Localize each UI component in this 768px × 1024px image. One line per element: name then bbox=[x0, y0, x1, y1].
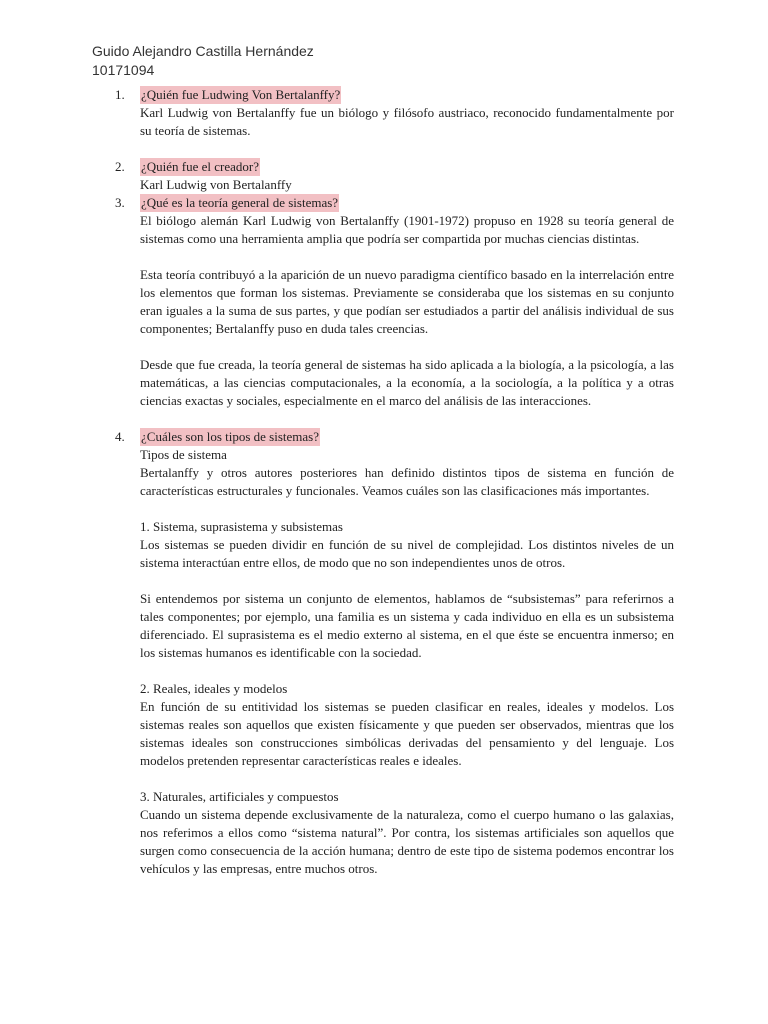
question-4 bbox=[115, 428, 674, 446]
author-name: Guido Alejandro Castilla Hernández bbox=[92, 43, 314, 59]
document-body bbox=[115, 86, 674, 878]
answer-4 bbox=[140, 446, 674, 878]
answer-paragraph: Cuando un sistema depende exclusivamente de la naturaleza, como el cuerpo humano o las galaxias, nos referimos a ellos como “sistema natural”. Por contra, los sistemas artificiales son aquellos que surgen como consecuencia de la acción humana; dentro de este tipo de sistema podemos encontrar los vehículos y las empresas, entre muchos otros. bbox=[140, 807, 674, 876]
answer-paragraph: Esta teoría contribuyó a la aparición de un nuevo paradigma científico basado en la interrelación entre los elementos que forman los sistemas. Previamente se consideraba que los sistemas en su conjunto eran iguales a la suma de sus partes, y que podían ser estudiados a partir del análisis individual de sus componentes; Bertalanffy puso en duda tales creencias. bbox=[140, 267, 674, 336]
answer-2 bbox=[140, 176, 674, 194]
question-3 bbox=[115, 194, 674, 212]
question-number: 1. bbox=[115, 87, 125, 102]
question-2 bbox=[115, 158, 674, 176]
answer-paragraph: Si entendemos por sistema un conjunto de elementos, hablamos de “subsistemas” para referirnos a tales componentes; por ejemplo, una familia es un sistema y cada individuo en ella es un subsistema diferenciado. El suprasistema es el medio externo al sistema, en el que éste se encuentra inmerso; en los sistemas humanos es identificable con la sociedad. bbox=[140, 591, 674, 660]
section-subtitle: Tipos de sistema bbox=[140, 447, 227, 462]
question-1 bbox=[115, 86, 674, 104]
answer-paragraph: Los sistemas se pueden dividir en función de su nivel de complejidad. Los distintos niveles de un sistema interactúan entre ellos, de modo que no son independientes unos de otros. bbox=[140, 537, 674, 570]
question-text: ¿Qué es la teoría general de sistemas? bbox=[141, 195, 339, 210]
answer-1 bbox=[140, 104, 674, 140]
answer-paragraph: Desde que fue creada, la teoría general de sistemas ha sido aplicada a la biología, a la psicología, a las matemáticas, a las ciencias computacionales, a la economía, a la sociología, a la política y a otras ciencias exactas y sociales, especialmente en el marco del análisis de las interacciones. bbox=[140, 357, 674, 408]
answer-paragraph: En función de su entitividad los sistemas se pueden clasificar en reales, ideales y modelos. Los sistemas reales son aquellos que existen físicamente y que pueden ser observados, mientras que los sistemas ideales son construcciones simbólicas derivadas del pensamiento y del lenguaje. Los modelos pretenden representar características reales e ideales. bbox=[140, 699, 674, 768]
answer-3 bbox=[140, 212, 674, 410]
document-header bbox=[92, 42, 314, 80]
answer-paragraph: Karl Ludwig von Bertalanffy fue un biólogo y filósofo austriaco, reconocido fundamentalmente por su teoría de sistemas. bbox=[140, 105, 674, 138]
student-id: 10171094 bbox=[92, 62, 155, 78]
question-number: 2. bbox=[115, 159, 125, 174]
answer-paragraph: Karl Ludwig von Bertalanffy bbox=[140, 177, 292, 192]
answer-paragraph: Bertalanffy y otros autores posteriores han definido distintos tipos de sistema en función de características estructurales y funcionales. Veamos cuáles son las clasificaciones más importantes. bbox=[140, 465, 674, 498]
question-number: 3. bbox=[115, 195, 125, 210]
question-text: ¿Quién fue el creador? bbox=[141, 159, 260, 174]
section-heading: 3. Naturales, artificiales y compuestos bbox=[140, 789, 339, 804]
question-number: 4. bbox=[115, 429, 125, 444]
answer-paragraph: El biólogo alemán Karl Ludwig von Bertalanffy (1901-1972) propuso en 1928 su teoría general de sistemas como una herramienta amplia que podría ser compartida por muchas ciencias distintas. bbox=[140, 213, 674, 246]
question-text: ¿Quién fue Ludwing Von Bertalanffy? bbox=[141, 87, 341, 102]
section-heading: 1. Sistema, suprasistema y subsistemas bbox=[140, 519, 343, 534]
section-heading: 2. Reales, ideales y modelos bbox=[140, 681, 288, 696]
question-text: ¿Cuáles son los tipos de sistemas? bbox=[141, 429, 320, 444]
